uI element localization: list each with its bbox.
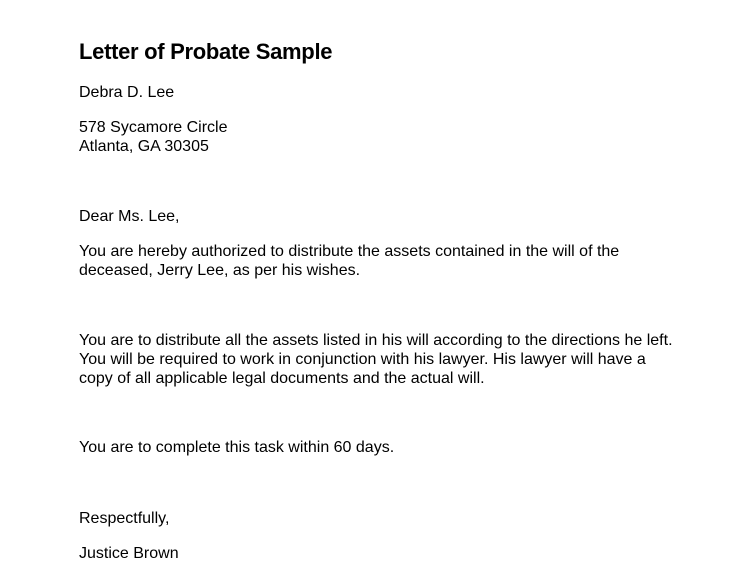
signature-name: Justice Brown	[79, 545, 179, 562]
salutation: Dear Ms. Lee,	[79, 208, 180, 225]
body-paragraph-2: You are to distribute all the assets listed in his will according to the directions he left. You will be required to work in conjunction with his lawyer. His lawyer will have a copy of all applicable legal documents and the actual will.	[79, 332, 673, 387]
closing: Respectfully,	[79, 510, 170, 527]
address-line-2: Atlanta, GA 30305	[79, 138, 209, 155]
address-line-1: 578 Sycamore Circle	[79, 119, 228, 136]
sender-name: Debra D. Lee	[79, 84, 175, 101]
letter-title: Letter of Probate Sample	[79, 39, 333, 64]
body-paragraph-1: You are hereby authorized to distribute the assets contained in the will of the deceased, Jerry Lee, as per his wishes.	[79, 243, 620, 279]
body-paragraph-3: You are to complete this task within 60 days.	[79, 439, 395, 456]
